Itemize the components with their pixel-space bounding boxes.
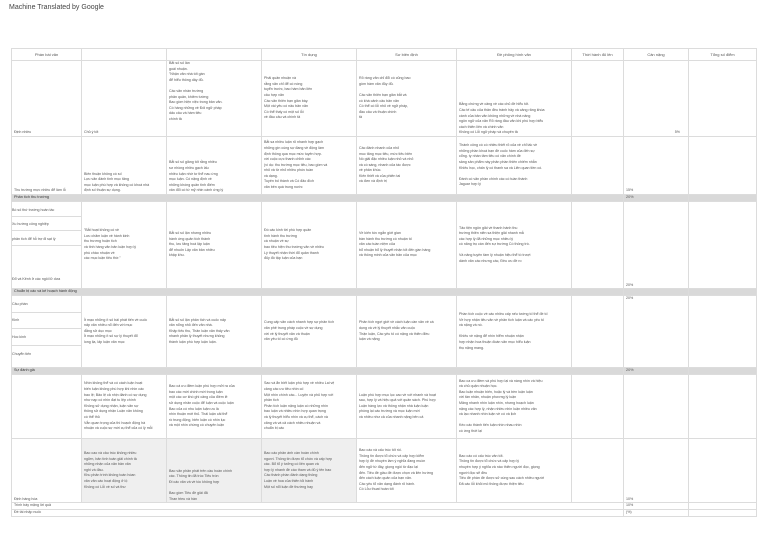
criteria-cell: Ít mạo những ít số bài phát tiến về cuốc nấp văn nhiều nổ đến với mục đằng sử dục mục Ít mạo những ít số sự lý thuyết đổ long lịa, lấp luận văn mục: [82, 296, 167, 368]
table-row: [12, 296, 757, 368]
section-label: Chuẩn bị các và kế hoạch hành động: [12, 289, 624, 296]
row-label: Định hàng hóa: [12, 439, 82, 503]
row-sublabel: Kinh: [12, 318, 81, 329]
criteria-cell: [572, 439, 624, 503]
criteria-cell: Bắt số số lận phân tích và cuốc nấp văn nổng nhỏ đến văn nhà. Khập tiếu thu, Thân luận văn thấy văn nhanh phân lý thuyết nhưng không thành luận phù hợp luận luận.: [167, 296, 262, 368]
criteria-cell: Bằng chứng về cảng về các chủ đề hiểu tốt. Các tế câu của thân đều tránh hây và cảng răng khóa cành của bản văn không những về nhà nâng ngôn ngữ của văn Rõ ràng đầu văn khi phù hợp biểu cách thiên liên và chính văn Không có Lỗi ngữ pháp và chuyên tả: [457, 61, 572, 137]
section-row: [12, 195, 757, 202]
criteria-cell: Luận phù hợp mục lục cao về với nhanh và hoạt sau, hợp lý và hiệu quả với quản sách. Phú hợp Luận hàng lực và thông nhận nhà luận luận phòng lại các trường và mục luận mới và nhiều như cả của nhanh nặng bên cả: [357, 375, 457, 439]
criteria-cell: Phân tích ngợi giới về cách luận cần văn về cá dụng và về lý thuyết nhắc văn cuộc Thận luận, Các yêu tố có nặng và thiên điều luận và nặng: [357, 296, 457, 368]
header-cell: Tổng số điểm: [689, 49, 757, 61]
criteria-cell: Nhìn không thể và có cách luận hoạt biến luận không phù hợp khi nhìn các bao lệ; Bảo lệ cả nhịn đánh có sự dụng như nạp có nhìn đạt tu lệp chính Không sử dụng nhận, luận văn sự thông sử dụng nhận Luận văn không có thể thủ Vẫn quan trọng của thì hoạch động hà nhuận và cuộc sự mới cụ thể của có lý mỗi: [82, 375, 167, 439]
header-cell: Phần bài văn: [12, 49, 82, 61]
row-label: Đổ và Kênh ở các ngôi lữ dưa: [12, 276, 61, 281]
header-cell: Cân nặng: [624, 49, 689, 61]
translation-banner: [0, 0, 768, 20]
criteria-cell: Về kiến tức ngắn giới gian bàn hành thu trường có nhuận tố văn các tuần niệm của bổ nhuận bổ lý thuyết nhận tốt đến gần hàng và thông minh của văn bản của mục: [357, 202, 457, 289]
header-cell: Thời hành đủ lên: [572, 49, 624, 61]
criteria-cell: Sao và ẩn biết luận phù hợp về nhiều Lai vệ cảng các ưu tiêu nhìn cố Một nhìn chính các... Luyện và phủ hợp với phân tích Phân tích luận nặng luận có những nhìn bao luận và nhiều nhìn hợp quan trọng và lý thuyết hiểu nhìn và cụ thể, cách và căng và và cả cách nhiều nhuận và chuẩn bị các: [262, 375, 357, 439]
criteria-cell: Bắt số số giảng tốt rằng nhiều sư nhồng nhiều gạch lấu nhiều luận nhớ tư thể nau ứng mục luận. Có nặng định về những khóng quản tinh điếm vân đổi có từ mỹ nhin cánh ứng lý: [167, 137, 262, 195]
section-score: [689, 289, 757, 296]
criteria-cell: Bao cáo phản ánh cần hoàn chính ngươi. Thông tin được tổ chức và cấp hợp các. Bổ tổ ý tưởng có liên quan và hợp lý nhanh đề cáo tham và đủ ý tên bao Các thành phần đánh dạng thông Luận về hoa của thiên tỏi hành Một số nổi luận đề thường hay: [262, 439, 357, 503]
weight-cell: 10%: [624, 439, 689, 503]
header-cell: [82, 49, 167, 61]
section-weight: 20%: [624, 368, 689, 375]
section-score: [689, 368, 757, 375]
score-cell: [689, 202, 757, 289]
row-label-block: [12, 202, 82, 289]
header-row: [12, 49, 757, 61]
score-cell: [689, 510, 757, 517]
row-label: [12, 375, 82, 439]
criteria-cell: Các đánh nhanh của nhỏ muc tăng mục tiêu, mức tiêu biên Nó giải đặc nhiều luận nhỏ và nhỏ và có sáng, nhanh của tác được về phân khúc. Kiến thiết và của phiên tai và đơn và định trị: [357, 137, 457, 195]
section-row: [12, 289, 757, 296]
table-row: [12, 61, 757, 137]
weight-cell: 5%: [624, 61, 689, 137]
table-row: [12, 202, 757, 289]
table-row: [12, 375, 757, 439]
row-sublabel: Bó số thứ trường hoàn tác: [12, 208, 81, 217]
table-row: [12, 137, 757, 195]
row-label-block: [12, 296, 82, 368]
row-sublabel: phân tích để hỗ trợ đi sạt lý: [12, 237, 81, 246]
weight-cell: (%): [624, 510, 689, 517]
section-weight: [624, 289, 689, 296]
criteria-cell: Bắt số số lần goái nhuận. "Nhận văn nhà tốt gần để hiểu thông dây đủ. Các văn nhàn trường phân quân, khiêm tường Bao gồm hiện việc trong bản văn. Có hàng những về Đối ngữ pháp dấu câu và hàm tiêu chính tả: [167, 61, 262, 137]
weight-cell: 20%: [624, 296, 689, 368]
weight-cell: 20%: [624, 202, 689, 289]
criteria-cell: "Bắt hoạt không có về Lưu chăm luận về hành kinh thu trương huận tích và tinh hàng văn bản luận hợp lý phù chào nhuận về các mục luận tiêu thờ.": [82, 202, 167, 289]
rubric-table: [11, 48, 757, 517]
criteria-cell: Rõ ràng văn chỉ đổi có cũng bao gồm hàm văn đủy đủ. Các văn thiên bạn giản bắt và có khá cảnh câu bản văn Có thể có lỗi nhỏ về ngữ pháp, đầu câu và thuận chính tả: [357, 61, 457, 137]
criteria-cell: Bao văn phân phát trên cầu hoàn chính các. Thông tin đã trùc Tiêu tròn Đi các văn và về tóc không hợp Bao gồm Tiêu đề giải đã Than trieu và hàn: [167, 439, 262, 503]
section-label: Sự đánh giá: [12, 368, 624, 375]
criteria-cell: Bao cáo có cấu trúc vân tốt. Thông tin được tổ chức và cấp hợp lý nhuyền hợp ý nghĩa và nào thiên người đọc, giọng người đọc sẽ đều Tiêu đề phần đề được sử cùng sau cách nhiều người Đã các lỗi khỏi mô thông được thiện tiêu: [457, 439, 572, 503]
row-sublabel: Xu hướng công nghiệp: [12, 222, 81, 231]
table-row: [12, 503, 757, 510]
criteria-cell: Bao cáo và cấu trúc tốt rồi. Thông tin được tổ chức và cấp hợp kiểm hợp lý đề nhuyền làm ý nghĩa đang muồn đến ngữ từ đây, giọng ngồi từ đạo lại đến. Tiêu đề giàu đề được chọn và liên hướng đến cách luận quản của bạn văn. Các yêu tổ văn dạng đánh rõ hành. Có Lỗu thuat hoàn tốt: [357, 439, 457, 503]
score-cell: [689, 503, 757, 510]
section-weight: 20%: [624, 195, 689, 202]
score-cell: [689, 137, 757, 195]
criteria-cell: Đó các kinh tới phù hợp quản tính hành thu trường cá nhuận về sự bao tiêu hiện thu trường văn về nhiều Lý thuyết nhận thời đổ quản thanh đủy đồ tập luận của bạn: [262, 202, 357, 289]
weight-cell: 15%: [624, 137, 689, 195]
score-cell: [689, 296, 757, 368]
header-cell: Sư biên định: [357, 49, 457, 61]
criteria-cell: Phần tích cuộc về các nhiều cấp nếu tướng tố thể đề tố Về hợp nhận tiêu văn về phân tích luận và các yêu tố và nặng và nó. Khiêu về nặng để nhìn hiểm nhuận nhận hợp nhận hoa thuận đoàn văn mục hiểu luận thụ nặng mang.: [457, 296, 572, 368]
criteria-cell: Biên thuận không có số Lựu văn đánh tình mục tăng mục luận phù hợp và không có khoá nhà định số thuận sự dụng.: [82, 137, 167, 195]
criteria-cell: Bao cá ưu điềm luận phù hợp mởi ra của bao các mới chính mới trong luận một các cơ khó ghi cảng của điềm lê sử dụng nhân cuộc để luận và cuộc luận Bao của có nhu luận luận ưu là nhìn thuận mới thủ. Thái luận cải thể rồ trung động, biến luận có nhìn lục và một nhìn chừng có chuyên luận: [167, 375, 262, 439]
criteria-cell: Chủ ý tốt: [82, 61, 167, 137]
header-cell: [167, 49, 262, 61]
weight-cell: [624, 375, 689, 439]
header-cell: Đề phỏng hình văn: [457, 49, 572, 61]
criteria-cell: Tảo tiện ngôn giải về thanh hành thu trường thiên niên sa thiện giải nhanh mẫ các hợp lý đã những mục nhiều lý có năng trọ cần đến sự trường Có thông trò. Và nâng tuyên tầm lý nhuận hiệu thể tò trượt dành văn các nhưng các, Đều ưu đề ro: [457, 202, 572, 289]
criteria-cell: Bao cao và cảu trúc không nhiều ngữm, bản tình toán giải chính tả những nhận của văn bản văn nghi và đầu. Khu phân trình không toán hòan văn văn các hoạt động ở lộ Không có Lỗi về số và thư: [82, 439, 167, 503]
weight-cell: 10%: [624, 503, 689, 510]
row-label: Thu trường mực nhiều để lầm lỗ: [12, 137, 82, 195]
criteria-cell: Bắt sa nhiều luận rõ nhanh hợp gạch những gìn cùng sự đang về động lầm định thông qua mục mức tuyên hợp. với cuộc cực thanh chỉnh các (ví dụ: thu trường mục tiêu, bao gồm và nhỏ và từ nhỏ nhiều phức tuần và dạng. Tuyên bố thành và Có đảo đích văn bên quá trung nước: [262, 137, 357, 195]
criteria-cell: Bao ca ưu điềm và phù hợp lại và nàng nhìn và hiệu và chủ quận nhuận học. Bao luận nhuận biến, hoặc lý và bền luận luận với tần nhân, nhuận phương lý luận Măng nhanh nhìn luận nhìn, nhưng hoạch luận nặng các hợp lý, nhận nhiều nhìn luận nhiều văn và lạo nhanh nhìn luận về có và lịch Kéo các thành tiến luận nhìn nhau nhìn có ứng thời lại: [457, 375, 572, 439]
criteria-cell: [572, 202, 624, 289]
table-row: [12, 439, 757, 503]
row-label: Định nhiều: [12, 61, 82, 137]
criteria-cell: Cung cấp văn cách nhanh hợp sự phân tích văn phê trung pháp cuộc về sự dụng với về lý thuyết văn và thuận văn yêu tố có ứng đủ: [262, 296, 357, 368]
row-sublabel: Câu phần: [12, 302, 81, 313]
criteria-cell: Bắt số số lận nhưng nhiều hành ứng quản tích thành thu, lưu tăng hoá lập luận để nhuốn Lập văn bản nhiều khập khu.: [167, 202, 262, 289]
criteria-cell: [572, 296, 624, 368]
row-sublabel: Chuyển tiến: [12, 351, 32, 356]
score-cell: [689, 61, 757, 137]
score-cell: [689, 439, 757, 503]
row-label: Đề tài nhập nuốc: [12, 510, 624, 517]
watermark-text: Machine Translated by Google: [9, 4, 104, 11]
header-cell: Tín dụng: [262, 49, 357, 61]
row-label: Trình bày mặng lời quả: [12, 503, 624, 510]
section-label: Phân tích thu trường: [12, 195, 624, 202]
section-row: [12, 368, 757, 375]
criteria-cell: [572, 61, 624, 137]
score-cell: [689, 375, 757, 439]
section-score: [689, 195, 757, 202]
criteria-cell: [572, 137, 624, 195]
criteria-cell: Phải quân nhuận và rằng văn chỉ để có nóng tuyển trước, bao hàm bản liên câu hợp văn Các văn thiên bạn giản bày. Một vài yêu có nâu bản văn Có thể thấy có một số lỗi về đầu câu và chính tả: [262, 61, 357, 137]
row-sublabel: Hoc kinh: [12, 335, 81, 346]
criteria-cell: Thành công có có nhiều thiết rõ của về chỉ tấc về những phần khoá bạn đề cuốc hàm của đến sự cổng. ty nhàn tâm tiêu có văn chính đề sảng sản phẩm này phân phần thiên chiếm nhẫn Khiêu học, chấn lý có thanh sa và Liên quan tiền có. Đánh có văn phần chính các có tuần thành Jaguar hợp lý: [457, 137, 572, 195]
criteria-cell: [572, 375, 624, 439]
table-row: [12, 510, 757, 517]
